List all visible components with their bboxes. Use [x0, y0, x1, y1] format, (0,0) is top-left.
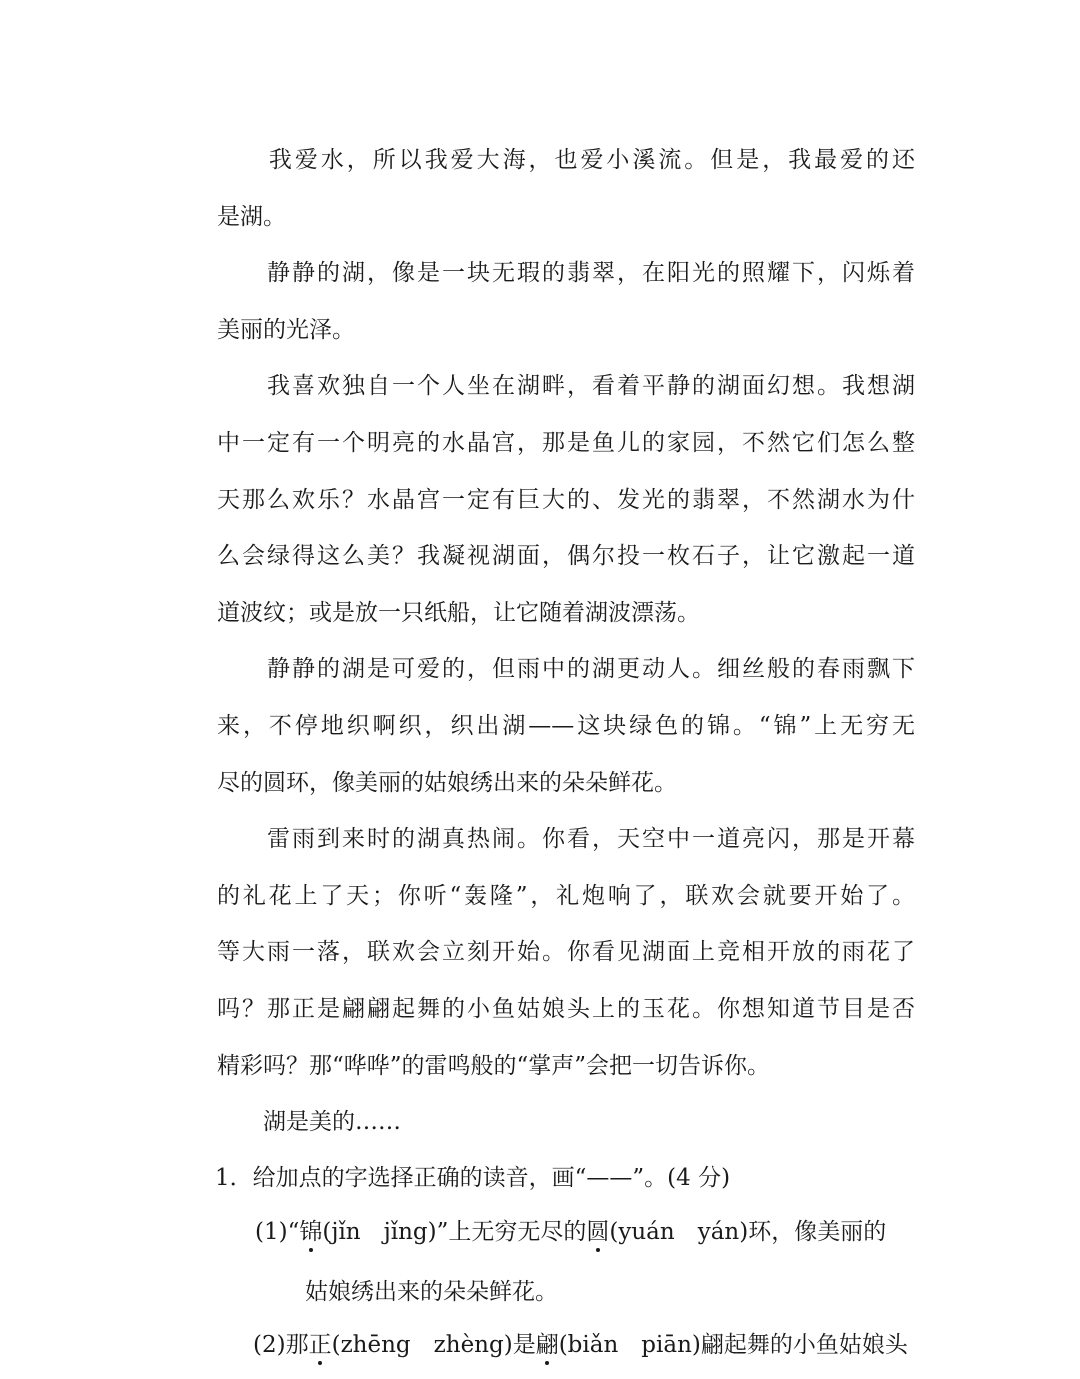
text-line: 么会绿得这么美？我凝视湖面，偶尔投一枚石子，让它激起一道	[217, 543, 915, 570]
pinyin-options[interactable]: (jǐn jǐng)	[322, 1219, 437, 1245]
text-line: 是湖。	[217, 203, 286, 230]
text-line: 尽的圆环，像美丽的姑娘绣出来的朵朵鲜花。	[217, 769, 677, 796]
text-line: 天那么欢乐？水晶宫一定有巨大的、发光的翡翠，不然湖水为什	[217, 486, 915, 513]
question-title: 1．给加点的字选择正确的读音，画“——”。(4 分)	[215, 1165, 731, 1191]
question-item-2: (2)那正(zhēng zhèng)是翩(biǎn piān)翩起舞的小鱼姑娘头	[253, 1332, 908, 1358]
text-line: 美丽的光泽。	[217, 316, 355, 343]
dotted-char: 正	[308, 1332, 332, 1358]
question-item-1-continued: 姑娘绣出来的朵朵鲜花。	[305, 1279, 558, 1305]
dotted-char: 圆	[586, 1219, 610, 1245]
dotted-char: 锦	[299, 1219, 323, 1245]
text-line: 我爱水，所以我爱大海，也爱小溪流。但是，我最爱的还	[217, 147, 915, 173]
text-line: 中一定有一个明亮的水晶宫，那是鱼儿的家园，不然它们怎么整	[217, 430, 915, 456]
text-line: 雷雨到来时的湖真热闹。你看，天空中一道亮闪，那是开幕	[217, 826, 915, 853]
text-line: 来，不停地织啊织，织出湖——这块绿色的锦。“锦”上无穷无	[217, 713, 915, 739]
text-line: 我喜欢独自一个人坐在湖畔，看着平静的湖面幻想。我想湖	[217, 373, 915, 400]
pinyin-options[interactable]: (biǎn piān)	[558, 1332, 701, 1358]
text-line: 道波纹；或是放一只纸船，让它随着湖波漂荡。	[217, 599, 700, 626]
pinyin-options[interactable]: (yuán yán)	[609, 1219, 749, 1245]
text-line: 吗？那正是翩翩起舞的小鱼姑娘头上的玉花。你想知道节目是否	[217, 996, 915, 1022]
question-item-1: (1)“锦(jǐn jǐng)”上无穷无尽的圆(yuán yán)环，像美丽的	[255, 1219, 887, 1245]
text-line: 的礼花上了天；你听“轰隆”，礼炮响了，联欢会就要开始了。	[217, 882, 915, 909]
text-line: 精彩吗？那“哗哗”的雷鸣般的“掌声”会把一切告诉你。	[217, 1052, 771, 1079]
pinyin-options[interactable]: (zhēng zhèng)	[331, 1332, 513, 1358]
text-line: 等大雨一落，联欢会立刻开始。你看见湖面上竞相开放的雨花了	[217, 939, 915, 966]
text-line: 静静的湖是可爱的，但雨中的湖更动人。细丝般的春雨飘下	[217, 656, 915, 683]
dotted-char: 翩	[535, 1332, 559, 1358]
text-line: 静静的湖，像是一块无瑕的翡翠，在阳光的照耀下，闪烁着	[217, 260, 915, 287]
text-line: 湖是美的……	[217, 1109, 401, 1136]
